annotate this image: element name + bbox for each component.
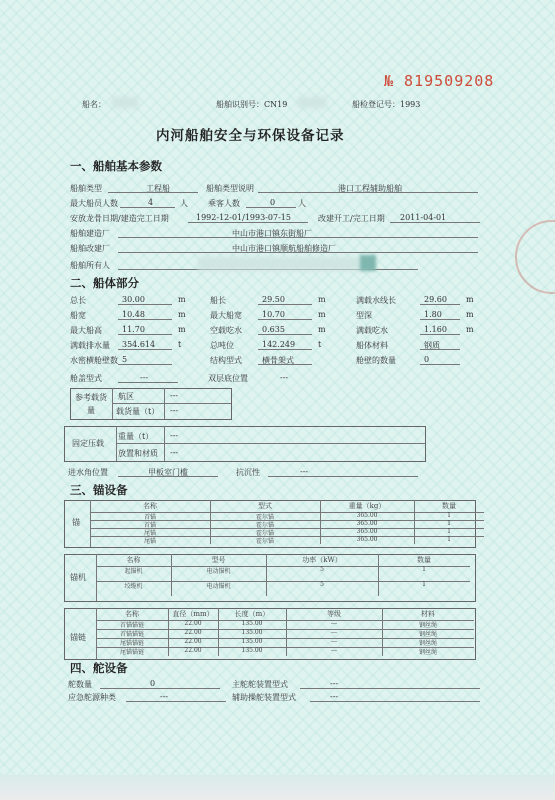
section1-heading: 一、船舶基本参数 [70,159,162,173]
flooding-angle-label: 进水角位置 [68,468,108,477]
chain-cell: 135.00 [241,647,263,654]
hull-param-label: 型深 [356,311,372,320]
windlass-cell: 电动锚机 [206,568,231,575]
cargo-weight-label: 载货量（t） [116,407,160,416]
hull-param-value: 5 [122,355,128,364]
keel-date-label: 安放龙骨日期/建造完工日期 [70,214,169,223]
anchor-cell: 365.00 [356,536,378,543]
ship-id-redacted [298,97,326,108]
chain-cell: 22.00 [184,647,202,654]
chain-header: 直径（mm） [172,610,214,618]
anchor-cell: 1 [447,520,451,527]
windlass-cell: 1 [422,581,426,588]
hull-param-line [420,364,460,365]
max-crew-label: 最大船员人数 [70,199,118,208]
hull-param-line [118,334,172,335]
windlass-header: 型号 [211,556,226,564]
unsinkability-value: --- [300,467,309,476]
hull-param-value: 1.80 [424,310,442,319]
anchor-cell: 1 [447,512,451,519]
ship-type-note-value: 港口工程辅助船舶 [338,184,402,193]
bottom-shadow [0,775,555,800]
hull-param-line [258,334,312,335]
passengers-unit: 人 [298,199,306,208]
rebuild-date-value: 2011-04-01 [400,213,447,222]
hull-param-value: 1.160 [424,325,447,334]
hull-param-line [118,349,172,350]
max-crew-value: 4 [148,198,154,207]
anchor-cell: 霍尔锚 [255,538,274,545]
chain-header: 名称 [125,610,139,618]
hull-param-line [118,304,172,305]
hull-param-label: 船长 [210,296,226,305]
max-crew-unit: 人 [180,199,188,208]
hull-param-value: 29.50 [262,295,285,304]
double-bottom-value: --- [280,373,289,382]
section3-heading: 三、锚设备 [70,483,128,497]
hull-param-value: 钢质 [424,341,440,350]
anchor-header: 名称 [143,502,157,510]
chain-cell: 尾锚锚链 [119,640,144,647]
hull-param-line [258,349,312,350]
owner-redacted [198,257,368,270]
rebuilder-value: 中山市港口镇顺航船舶修造厂 [232,244,336,253]
rudder-count-value: 0 [150,679,156,688]
builder-label: 船舶建造厂 [70,229,110,238]
hull-param-line [118,319,172,320]
reference-cargo-label: 参考载货量 [75,393,107,415]
hull-param-unit: m [318,310,326,319]
hull-param-value: 0.635 [262,325,285,334]
unsinkability-label: 抗沉性 [236,468,260,477]
emergency-steering-value: --- [160,692,169,701]
chain-cell: 22.00 [184,620,202,627]
hull-param-label: 最大船高 [70,326,102,335]
serial-number: № 819509208 [384,72,495,90]
hull-param-value: 354.614 [122,340,156,349]
passengers-label: 乘客人数 [208,199,240,208]
chain-cell: --- [330,620,338,627]
cargo-weight-value: --- [170,406,179,415]
double-bottom-label: 双层底位置 [208,374,248,383]
hatch-value: --- [140,373,149,382]
anchor-cell: 尾锚 [143,538,156,545]
official-stamp [515,220,555,294]
hull-param-line [258,319,312,320]
hull-param-unit: m [318,325,326,334]
anchor-cell: 首锚 [143,514,156,521]
chain-group-label: 锚链 [70,633,86,642]
anchor-header: 数量 [442,502,456,510]
chain-cell: 22.00 [184,629,202,636]
hull-param-value: 11.70 [122,325,145,334]
fixed-ballast-label: 固定压载 [72,439,104,448]
hull-param-unit: m [178,295,186,304]
hull-param-unit: m [178,325,186,334]
area-label: 航区 [118,392,134,401]
chain-cell: 首锚锚链 [119,622,144,629]
aux-steering-value: --- [330,692,339,701]
hull-param-label: 最大船宽 [210,311,242,320]
owner-label: 船舶所有人 [70,261,110,270]
hull-param-label: 满载水线长 [356,296,396,305]
windlass-group-label: 锚机 [70,573,86,582]
flooding-angle-value: 甲板室门槛 [148,468,188,477]
anchor-cell: 365.00 [356,528,378,535]
windlass-cell: 5 [320,566,324,573]
area-value: --- [170,391,179,400]
hull-param-unit: m [178,310,186,319]
document-title: 内河船舶安全与环保设备记录 [156,128,345,144]
chain-cell: 135.00 [241,638,263,645]
hull-param-value: 横骨架式 [262,356,294,365]
ballast-weight-value: --- [170,431,179,440]
hull-param-value: 0 [424,355,430,364]
windlass-header: 功率（kW） [302,556,342,564]
hull-param-line [420,319,460,320]
chain-header: 长度（m） [234,610,270,618]
ship-type-value: 工程船 [146,184,170,193]
builder-value: 中山市港口镇东街船厂 [232,229,312,238]
hull-param-label: 水密横舱壁数 [70,356,118,365]
ship-id-label: 船舶识别号：CN19 [216,100,288,109]
anchor-cell: 霍尔锚 [255,522,274,529]
hull-param-label: 总吨位 [210,341,234,350]
anchor-header: 型式 [258,502,272,510]
windlass-header: 数量 [417,556,431,564]
anchor-group-label: 锚 [72,518,80,527]
hull-param-label: 舱壁的数量 [356,356,396,365]
windlass-cell: 电动锚机 [206,583,231,590]
hull-param-value: 142.249 [262,340,296,349]
hull-param-unit: m [318,295,326,304]
hull-param-line [258,364,312,365]
anchor-cell: 365.00 [356,520,378,527]
ship-type-note-label: 船舶类型说明 [206,184,254,193]
steering-type-label: 主舵舵装置型式 [232,680,288,689]
windlass-cell: 起锚机 [124,568,143,575]
hull-param-line [118,364,172,365]
ballast-material-label: 放置和材质 [118,449,158,458]
hull-param-unit: t [318,340,322,349]
chain-cell: --- [330,638,338,645]
chain-header: 等级 [327,610,341,618]
chain-cell: 135.00 [241,629,263,636]
section4-heading: 四、舵设备 [70,661,128,675]
hull-param-value: 30.00 [122,295,145,304]
chain-cell: --- [330,629,338,636]
hull-param-label: 满载吃水 [356,326,388,335]
hull-param-value: 10.48 [122,310,145,319]
hull-param-line [420,334,460,335]
hull-param-unit: m [466,295,474,304]
ship-name-redacted [112,97,138,108]
chain-header: 材料 [421,610,435,618]
chain-cell: 尾锚锚链 [119,649,144,656]
rudder-count-label: 舵数量 [68,680,92,689]
chain-cell: 首锚锚链 [119,631,144,638]
section2-heading: 二、船体部分 [70,276,139,290]
anchor-cell: 1 [447,528,451,535]
ballast-material-value: --- [170,448,179,457]
steering-type-value: --- [330,679,339,688]
hull-param-label: 总长 [70,296,86,305]
hull-param-label: 船宽 [70,311,86,320]
anchor-cell: 首锚 [143,522,156,529]
hull-param-label: 船体材料 [356,341,388,350]
hull-param-label: 结构型式 [210,356,242,365]
keel-date-value: 1992-12-01/1993-07-15 [196,213,291,222]
rebuild-date-label: 改建开工/完工日期 [318,214,385,223]
ballast-weight-label: 重量（t） [118,432,154,441]
hull-param-label: 空载吃水 [210,326,242,335]
hull-param-line [258,304,312,305]
windlass-cell: 1 [422,566,426,573]
hull-param-line [420,304,460,305]
ship-name-label: 船名： [82,100,106,109]
chain-cell: 22.00 [184,638,202,645]
chain-cell: 135.00 [241,620,263,627]
chain-cell: 钢丝绳 [418,649,437,656]
chain-cell: 钢丝绳 [418,640,437,647]
chain-cell: 钢丝绳 [418,622,437,629]
hull-param-unit: m [466,325,474,334]
hull-param-unit: m [466,310,474,319]
anchor-header: 重量（kg） [348,502,386,510]
windlass-cell: 绞缆机 [124,583,143,590]
hull-param-value: 10.70 [262,310,285,319]
emergency-steering-label: 应急舵源种类 [68,693,116,702]
windlass-header: 名称 [126,556,141,564]
anchor-cell: 1 [447,536,451,543]
aux-steering-label: 辅助操舵装置型式 [232,693,296,702]
chain-cell: --- [330,647,338,654]
hull-param-label: 满载排水量 [70,341,110,350]
chain-cell: 钢丝绳 [418,631,437,638]
anchor-cell: 霍尔锚 [255,514,274,521]
anchor-cell: 尾锚 [143,530,156,537]
passengers-value: 0 [270,198,276,207]
hull-param-unit: t [178,340,182,349]
inspection-reg-label: 船检登记号：1993 [352,100,421,109]
anchor-cell: 霍尔锚 [255,530,274,537]
hull-param-value: 29.60 [424,295,447,304]
owner-redacted-dark [360,255,376,271]
windlass-cell: 5 [320,581,324,588]
ship-type-label: 船舶类型 [70,184,102,193]
anchor-cell: 365.00 [356,512,378,519]
hull-param-line [420,349,460,350]
rebuilder-label: 船舶改建厂 [70,244,110,253]
hatch-label: 舱盖型式 [70,374,102,383]
